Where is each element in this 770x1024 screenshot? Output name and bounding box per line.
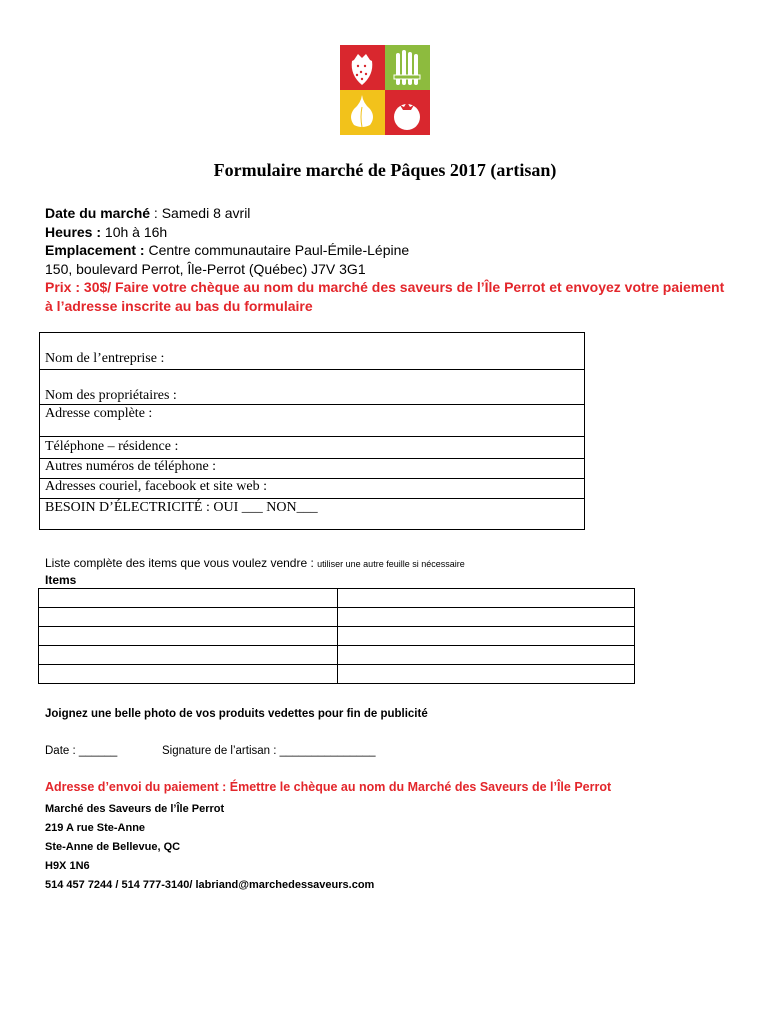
divider: [40, 436, 584, 437]
signature-field[interactable]: Signature de l’artisan : _______________: [162, 745, 376, 757]
tomato-icon: [394, 102, 420, 130]
postal-code: H9X 1N6: [45, 860, 90, 872]
asparagus-icon: [394, 50, 420, 85]
date-line: [45, 204, 725, 223]
items-list-instruction: [45, 556, 465, 570]
item-cell-left[interactable]: [39, 665, 338, 684]
item-cell-right[interactable]: [338, 646, 635, 665]
items-list-note: utiliser une autre feuille si nécessaire: [317, 559, 465, 569]
item-cell-left[interactable]: [39, 646, 338, 665]
hours-label: Heures :: [45, 223, 102, 240]
other-phones-field[interactable]: Autres numéros de téléphone :: [45, 459, 217, 474]
city-address: Ste-Anne de Bellevue, QC: [45, 841, 181, 853]
items-row: [39, 608, 635, 627]
garlic-icon: [351, 95, 373, 127]
payment-address-title: Adresse d’envoi du paiement : Émettre le chèque au nom du Marché des Saveurs de l’Île Perrot: [45, 780, 612, 794]
divider: [40, 404, 584, 405]
market-info: [45, 204, 725, 315]
hours-value: 10h à 16h: [101, 223, 168, 240]
items-row: [39, 627, 635, 646]
company-field[interactable]: Nom de l’entreprise :: [45, 351, 165, 366]
price-notice: Prix : 30$/ Faire votre chèque au nom du marché des saveurs de l’Île Perrot et envoyez votre paiement à l’adresse inscrite au bas du formulaire: [45, 279, 725, 314]
phone-home-field[interactable]: Téléphone – résidence :: [45, 439, 179, 454]
items-list-label: Liste complète des items que vous voulez vendre :: [45, 556, 318, 570]
date-label: Date du marché: [45, 205, 151, 221]
street-address: 219 A rue Ste-Anne: [45, 822, 146, 834]
item-cell-left[interactable]: [39, 589, 338, 608]
items-row: [39, 665, 635, 684]
date-value: : Samedi 8 avril: [150, 205, 251, 221]
item-cell-right[interactable]: [338, 589, 635, 608]
item-cell-left[interactable]: [39, 608, 338, 627]
emails-field[interactable]: Adresses couriel, facebook et site web :: [45, 479, 267, 494]
location-line: [45, 241, 725, 260]
items-row: [39, 589, 635, 608]
divider: [40, 498, 584, 499]
logo-art: [340, 45, 430, 135]
vendor-form: [39, 332, 585, 530]
market-logo: [340, 45, 430, 135]
contact-info: 514 457 7244 / 514 777-3140/ labriand@marchedessaveurs.com: [45, 879, 375, 891]
hours-line: [45, 223, 725, 242]
payment-address: [45, 800, 374, 895]
payee-name: Marché des Saveurs de l’Île Perrot: [45, 803, 225, 815]
address-field[interactable]: Adresse complète :: [45, 406, 153, 421]
photo-instruction: Joignez une belle photo de vos produits vedettes pour fin de publicité: [45, 708, 428, 720]
date-field[interactable]: Date : ______: [45, 745, 118, 757]
item-cell-right[interactable]: [338, 665, 635, 684]
location-value: Centre communautaire Paul-Émile-Lépine: [144, 242, 410, 258]
divider: [40, 369, 584, 370]
item-cell-right[interactable]: [338, 608, 635, 627]
location-label: Emplacement :: [45, 242, 145, 258]
page-title: Formulaire marché de Pâques 2017 (artisan): [213, 160, 557, 180]
items-row: [39, 646, 635, 665]
strawberry-icon: [352, 54, 373, 85]
items-heading: Items: [45, 573, 77, 587]
item-cell-right[interactable]: [338, 627, 635, 646]
item-cell-left[interactable]: [39, 627, 338, 646]
electricity-field[interactable]: BESOIN D’ÉLECTRICITÉ : OUI ___ NON___: [45, 500, 318, 515]
address-line: 150, boulevard Perrot, Île-Perrot (Québec) J7V 3G1: [45, 260, 366, 277]
owners-field[interactable]: Nom des propriétaires :: [45, 388, 177, 403]
items-table: [38, 588, 635, 684]
